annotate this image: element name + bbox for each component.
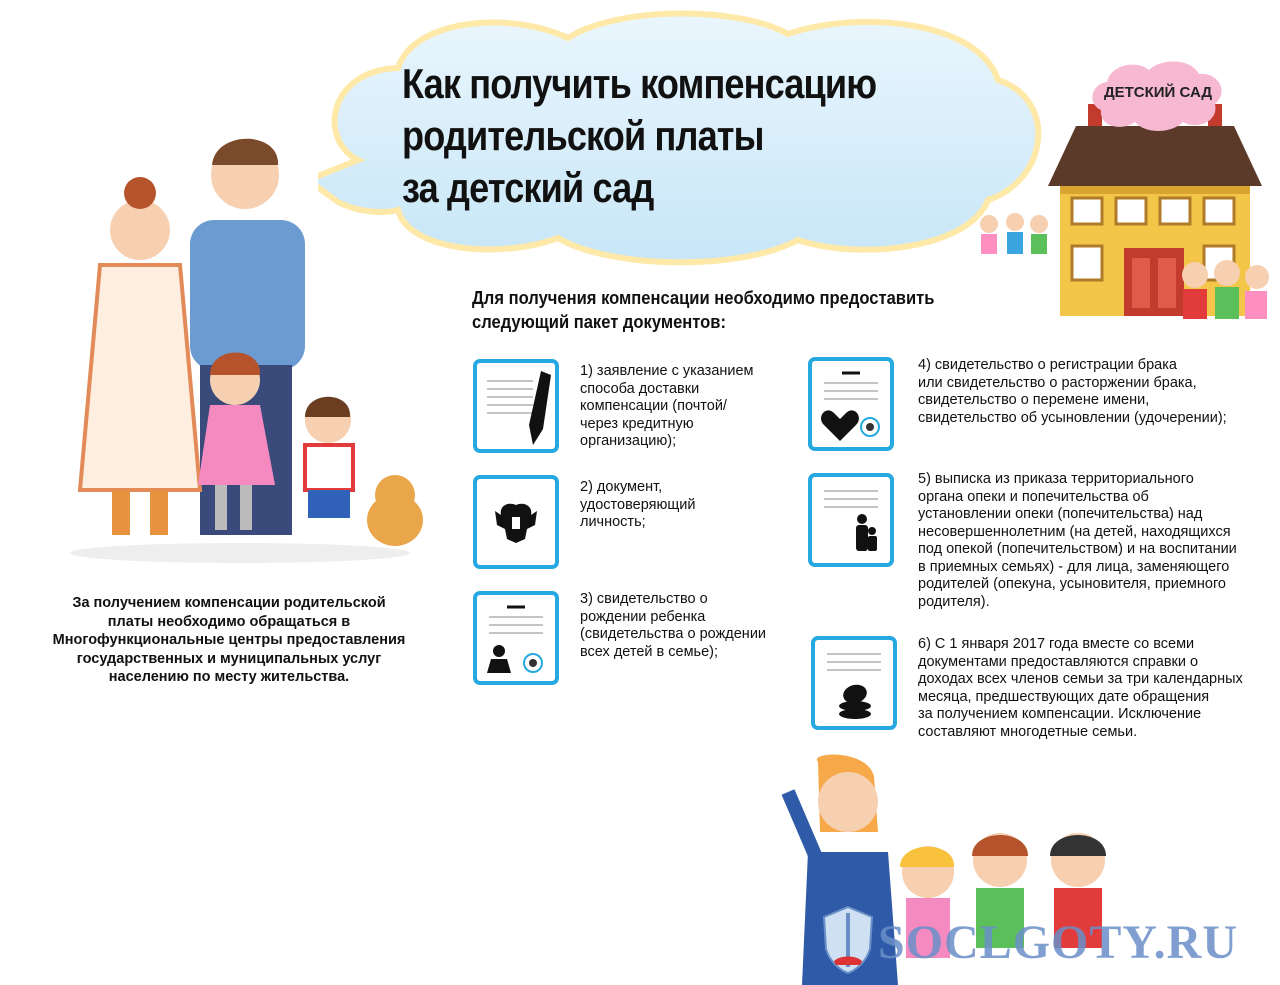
kindergarten-sign: ДЕТСКИЙ САД	[1103, 84, 1213, 101]
site-watermark: SOCLGOTY.RU	[878, 916, 1238, 969]
document-text-2: 2) документ, удостоверяющий личность;	[580, 479, 696, 530]
guardian-icon	[812, 477, 890, 563]
kids-group-icon	[1175, 255, 1275, 340]
document-card-2	[473, 475, 559, 569]
heart-icon	[812, 361, 890, 447]
shield-logo-icon	[820, 905, 876, 975]
document-text-1: 1) заявление с указанием способа доставки компенсации (почтой/ через кредитную организацию);	[580, 363, 754, 449]
kids-group-icon	[975, 210, 1055, 270]
page-title: Как получить компенсацию родительской платы за детский сад	[402, 60, 877, 211]
document-card-4	[808, 357, 894, 451]
coat-of-arms-icon	[477, 479, 555, 565]
document-card-3	[473, 591, 559, 685]
document-text-6: 6) С 1 января 2017 года вместе со всеми документами предоставляются справки о доходах всех членов семьи за три календарных месяца, предшествующих дате обращения за получением компенсации. Исключение составляют многодетные семьи.	[918, 636, 1243, 740]
pen-icon	[477, 363, 555, 449]
document-card-6	[811, 636, 897, 730]
baby-icon	[477, 595, 555, 681]
mfc-note: За получением компенсации родительской платы необходимо обращаться в Многофункциональные центры предоставления государственных и муниципальных услуг населению по месту жительства.	[52, 595, 406, 685]
document-text-4: 4) свидетельство о регистрации брака или свидетельство о расторжении брака, свидетельство о перемене имени, свидетельство об усыновлении (удочерении);	[918, 357, 1227, 426]
document-card-1	[473, 359, 559, 453]
coins-icon	[815, 640, 893, 726]
document-text-3: 3) свидетельство о рождении ребенка (свидетельства о рождении всех детей в семье);	[580, 591, 767, 660]
family-illustration	[50, 135, 430, 565]
documents-subtitle: Для получения компенсации необходимо предоставить следующий пакет документов:	[472, 288, 935, 332]
document-card-5	[808, 473, 894, 567]
document-text-5: 5) выписка из приказа территориального органа опеки и попечительства об установлении опеки (попечительства) над несовершеннолетним (на детей, находящихся под опекой (попечительством) и на воспитании в приемных семьях) - для лица, заменяющего родителей (опекуна, усыновителя, приемного родителя).	[918, 471, 1237, 610]
